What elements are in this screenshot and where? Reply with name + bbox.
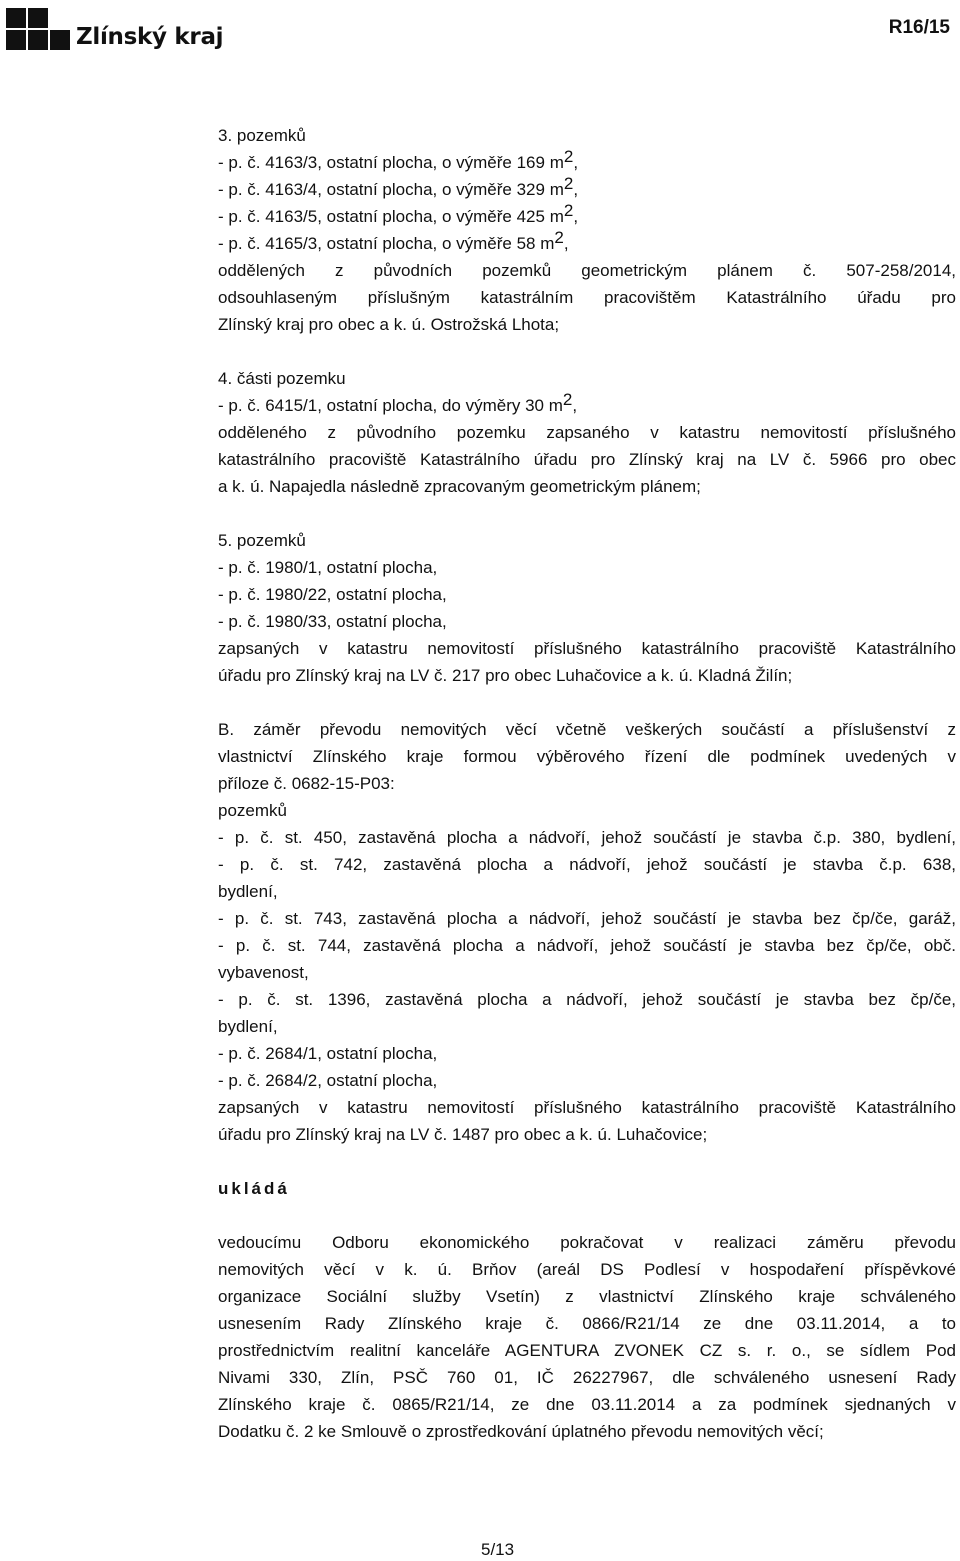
list-item: - p. č. st. 450, zastavěná plocha a nádvoří, jehož součástí je stavba č.p. 380, bydlení, <box>218 828 956 847</box>
list-item: - p. č. 4163/4, ostatní plocha, o výměře 329 $m^2$, <box>218 174 579 199</box>
list-item: - p. č. 1980/1, ostatní plocha, <box>218 558 438 577</box>
section-b-title: pozemků <box>218 801 287 820</box>
list-item: - p. č. 2684/1, ostatní plocha, <box>218 1044 438 1063</box>
document-body <box>218 122 956 1445</box>
list-item: - p. č. 4165/3, ostatní plocha, o výměře 58 $m^2$, <box>218 228 569 253</box>
paragraph-line: a k. ú. Napajedla následně zpracovaným geometrickým plánem; <box>218 477 701 496</box>
document-reference: R16/15 <box>888 17 950 38</box>
list-item: - p. č. 4163/3, ostatní plocha, o výměře 169 $m^2$, <box>218 147 579 172</box>
paragraph-line: prostřednictvím realitní kanceláře AGENTURA ZVONEK CZ s. r. o., se sídlem Pod <box>218 1341 956 1360</box>
logo-text: Zlínský kraj <box>76 24 224 50</box>
paragraph-line: oddělených z původních pozemků geometrickým plánem č. 507-258/2014, <box>218 261 956 280</box>
section-5-title: 5. pozemků <box>218 531 306 550</box>
section-4-title: 4. části pozemku <box>218 369 346 388</box>
paragraph-line: odděleného z původního pozemku zapsaného v katastru nemovitostí příslušného <box>218 423 956 442</box>
paragraph-line: příloze č. 0682-15-P03: <box>218 774 395 793</box>
paragraph-line: Zlínský kraj pro obec a k. ú. Ostrožská Lhota; <box>218 315 560 334</box>
paragraph-line: zapsaných v katastru nemovitostí příslušného katastrálního pracoviště Katastrálního <box>218 1098 956 1117</box>
paragraph-line: usnesením Rady Zlínského kraje č. 0866/R21/14 ze dne 03.11.2014, a to <box>218 1314 956 1333</box>
list-item: vybavenost, <box>218 963 309 982</box>
paragraph-line: Nivami 330, Zlín, PSČ 760 01, IČ 26227967, dle schváleného usnesení Rady <box>218 1368 956 1387</box>
paragraph-line: vlastnictví Zlínského kraje formou výběrového řízení dle podmínek uvedených v <box>218 747 956 766</box>
list-item: - p. č. 6415/1, ostatní plocha, do výměry 30 $m^2$, <box>218 390 578 415</box>
paragraph-line: odsouhlaseným příslušným katastrálním pracovištěm Katastrálního úřadu pro <box>218 288 956 307</box>
page-number: 5/13 <box>481 1540 515 1559</box>
section-3-title: 3. pozemků <box>218 126 306 145</box>
uklada-heading: ukládá <box>218 1179 290 1198</box>
zlinsky-kraj-logo <box>6 8 224 54</box>
paragraph-line: úřadu pro Zlínský kraj na LV č. 1487 pro obec a k. ú. Luhačovice; <box>218 1125 708 1144</box>
paragraph-line: vedoucímu Odboru ekonomického pokračovat v realizaci záměru převodu <box>218 1233 956 1252</box>
paragraph-line: úřadu pro Zlínský kraj na LV č. 217 pro obec Luhačovice a k. ú. Kladná Žilín; <box>218 666 793 685</box>
paragraph-line: zapsaných v katastru nemovitostí příslušného katastrálního pracoviště Katastrálního <box>218 639 956 658</box>
list-item: - p. č. st. 744, zastavěná plocha a nádvoří, jehož součástí je stavba bez čp/če, obč. <box>218 936 956 955</box>
paragraph-line: B. záměr převodu nemovitých věcí včetně veškerých součástí a příslušenství z <box>218 720 956 739</box>
list-item: - p. č. st. 743, zastavěná plocha a nádvoří, jehož součástí je stavba bez čp/če, garáž, <box>218 909 956 928</box>
paragraph-line: katastrálního pracoviště Katastrálního úřadu pro Zlínský kraj na LV č. 5966 pro obec <box>218 450 956 469</box>
list-item: - p. č. 2684/2, ostatní plocha, <box>218 1071 438 1090</box>
list-item: - p. č. st. 742, zastavěná plocha a nádvoří, jehož součástí je stavba č.p. 638, <box>218 855 956 874</box>
paragraph-line: organizace Sociální služby Vsetín) z vlastnictví Zlínského kraje schváleného <box>218 1287 956 1306</box>
list-item: - p. č. 4163/5, ostatní plocha, o výměře 425 $m^2$, <box>218 201 579 226</box>
page-header <box>0 0 960 60</box>
list-item: - p. č. st. 1396, zastavěná plocha a nádvoří, jehož součástí je stavba bez čp/če, <box>218 990 956 1009</box>
list-item: bydlení, <box>218 1017 278 1036</box>
paragraph-line: nemovitých věcí v k. ú. Brňov (areál DS Podlesí v hospodaření příspěvkové <box>218 1260 956 1279</box>
list-item: - p. č. 1980/22, ostatní plocha, <box>218 585 447 604</box>
paragraph-line: Zlínského kraje č. 0865/R21/14, ze dne 03.11.2014 a za podmínek sjednaných v <box>218 1395 956 1414</box>
list-item: bydlení, <box>218 882 278 901</box>
logo-squares-icon <box>6 8 70 52</box>
paragraph-line: Dodatku č. 2 ke Smlouvě o zprostředkování úplatného převodu nemovitých věcí; <box>218 1422 824 1441</box>
list-item: - p. č. 1980/33, ostatní plocha, <box>218 612 447 631</box>
